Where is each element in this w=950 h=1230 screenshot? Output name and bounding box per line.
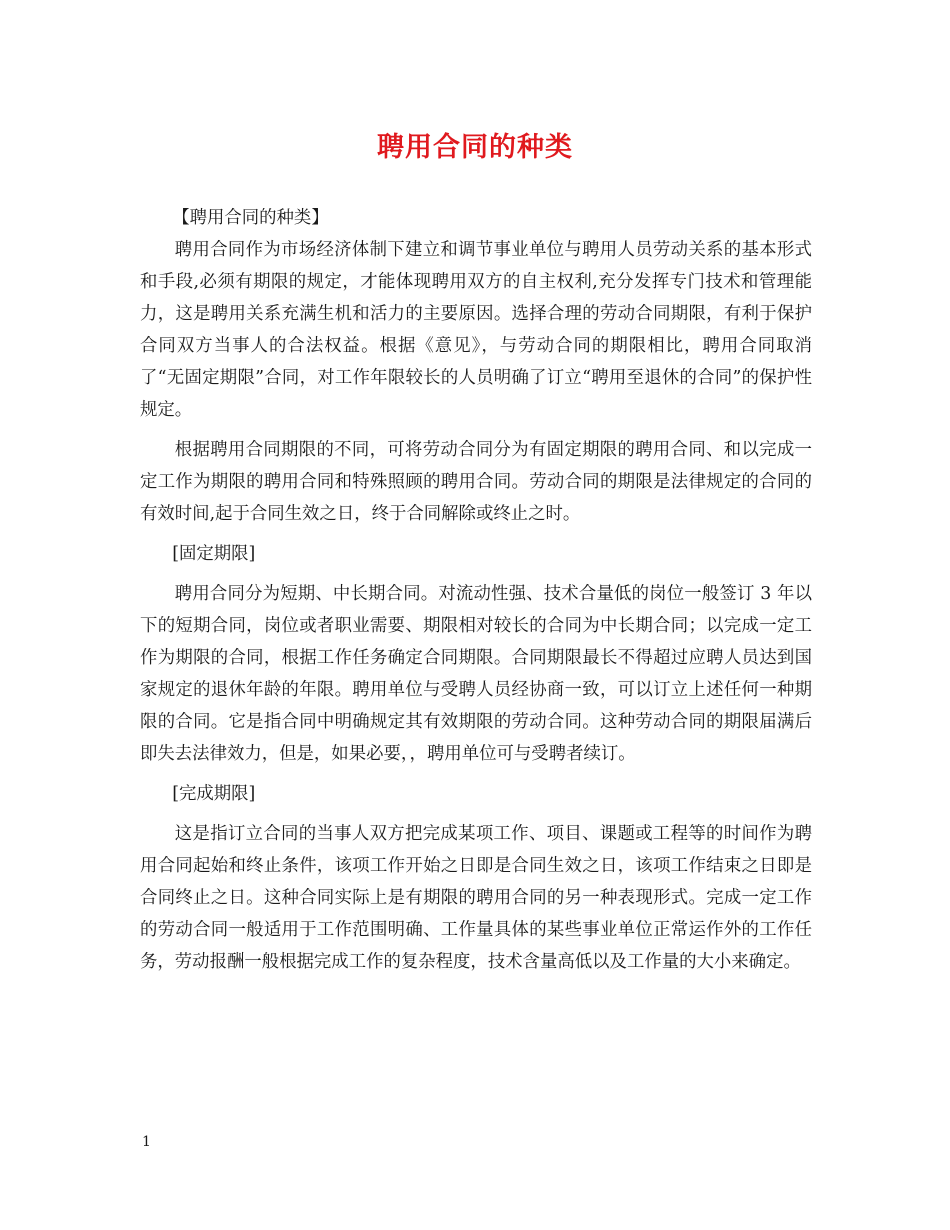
paragraph-gap: [140, 770, 812, 778]
paragraph-gap: [140, 530, 812, 538]
section-heading-completion-term: [完成期限]: [172, 784, 256, 804]
section-heading-fixed-term: [固定期限]: [172, 544, 256, 564]
page-number: 1: [142, 1134, 151, 1150]
paragraph-gap: [140, 570, 812, 578]
section-heading-types: 【聘用合同的种类】: [172, 208, 329, 228]
page-title: 聘用合同的种类: [377, 132, 573, 163]
document-body: [140, 202, 812, 978]
paragraph-fixed-term: 聘用合同分为短期、中长期合同。对流动性强、技术合量低的岗位一般签订 3 年以下的短期合同，岗位或者职业需要、期限相对较长的合同为中长期合同；以完成一定工作为期限的合同，根据工作任务确定合同期限。合同期限最长不得超过应聘人员达到国家规定的退休年龄的年限。聘用单位与受聘人员经协商一致，可以订立上述任何一种期限的合同。它是指合同中明确规定其有效期限的劳动合同。这种劳动合同的期限届满后即失去法律效力，但是，如果必要，，聘用单位可与受聘者续订。: [140, 584, 812, 764]
paragraph-classification: 根据聘用合同期限的不同，可将劳动合同分为有固定期限的聘用合同、和以完成一定工作为期限的聘用合同和特殊照顾的聘用合同。劳动合同的期限是法律规定的合同的有效时间,起于合同生效之日，终于合同解除或终止之时。: [140, 440, 812, 524]
paragraph-intro: 聘用合同作为市场经济体制下建立和调节事业单位与聘用人员劳动关系的基本形式和手段,必须有期限的规定，才能体现聘用双方的自主权利,充分发挥专门技术和管理能力，这是聘用关系充满生机和活力的主要原因。选择合理的劳动合同期限，有利于保护合同双方当事人的合法权益。根据《意见》，与劳动合同的期限相比，聘用合同取消了“无固定期限”合同，对工作年限较长的人员明确了订立“聘用至退休的合同”的保护性规定。: [140, 240, 812, 420]
paragraph-gap: [140, 426, 812, 434]
paragraph-gap: [140, 810, 812, 818]
paragraph-completion-term: 这是指订立合同的当事人双方把完成某项工作、项目、课题或工程等的时间作为聘用合同起始和终止条件，该项工作开始之日即是合同生效之日，该项工作结束之日即是合同终止之日。这种合同实际上是有期限的聘用合同的另一种表现形式。完成一定工作的劳动合同一般适用于工作范围明确、工作量具体的某些事业单位正常运作外的工作任务，劳动报酬一般根据完成工作的复杂程度，技术含量高低以及工作量的大小来确定。: [140, 824, 812, 972]
